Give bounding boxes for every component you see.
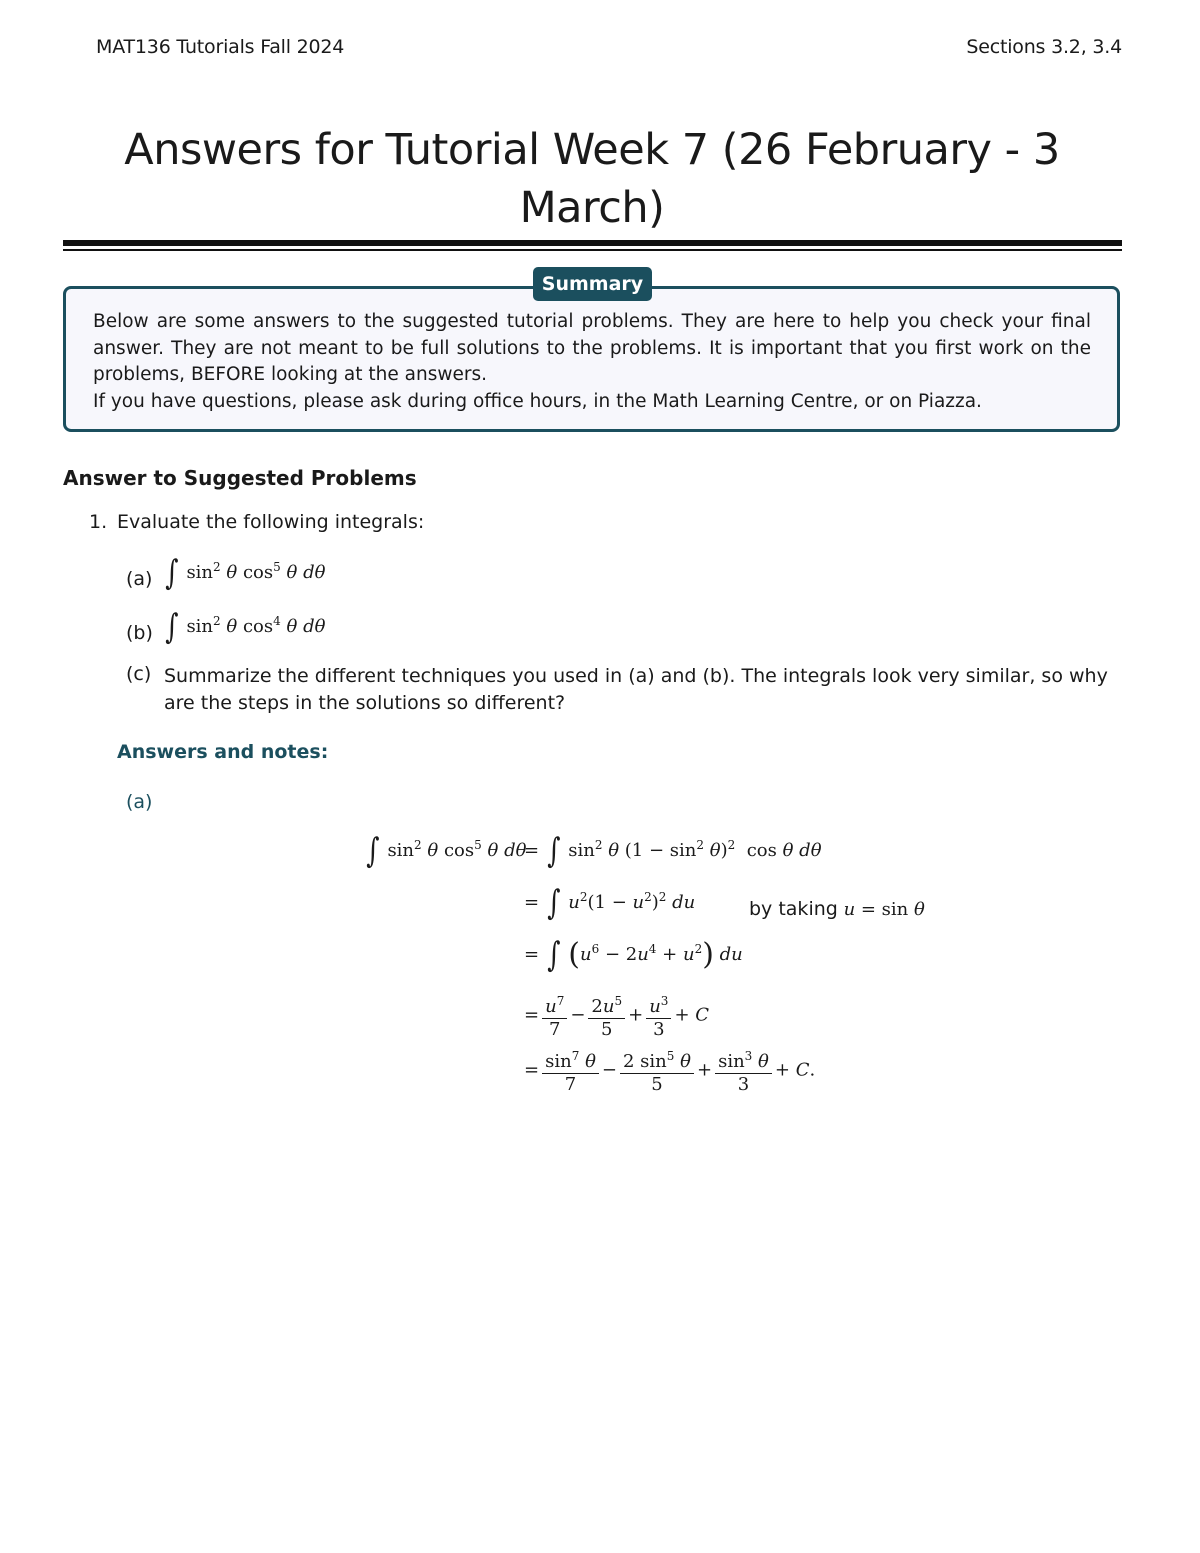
summary-text	[93, 309, 1091, 415]
equation-line-1-rhs: = ∫ $\sin^2 \theta$ $(1 - \sin^2 \theta)^2$ cos θ dθ	[524, 831, 822, 871]
part-b-integral: ∫ $\sin^2 \theta$ $\cos^4 \theta$ dθ	[165, 607, 326, 647]
part-a-integral: ∫ $\sin^2 \theta$ $\cos^5 \theta$ dθ	[165, 553, 326, 593]
problem-prompt: Evaluate the following integrals:	[117, 511, 425, 533]
summary-paragraph-1: Below are some answers to the suggested tutorial problems. They are here to help you check your final answer. They are not meant to be full solutions to the problems. It is important that you first work on the problems, BEFORE looking at the answers.	[93, 311, 1091, 385]
equation-line-5: = $\frac{\sin^7 \theta}{7}$ − $\frac{2 \sin^5 \theta}{5}$ + $\frac{\sin^3 \theta}{3}$ + C.	[524, 1045, 815, 1096]
header-sections: Sections 3.2, 3.4	[966, 36, 1122, 58]
equation-line-3: = ∫ $(u^6 - 2u^4 + u^2)$ du	[524, 935, 743, 975]
equation-line-2: = ∫ $u^2(1 - u^2)^2$ du	[524, 883, 696, 923]
summary-box	[63, 286, 1120, 432]
equation-line-4: = $\frac{u^7}{7}$ − $\frac{2u^5}{5}$ + $\frac{u^3}{3}$ + C	[524, 990, 709, 1041]
summary-tag: Summary	[533, 267, 652, 301]
substitution-note: by taking u = sin θ	[749, 898, 925, 920]
title-rule-thin	[63, 249, 1122, 251]
substitution-note-text: by taking	[749, 898, 838, 920]
part-a-label: (a)	[126, 568, 153, 590]
answers-heading: Answers and notes:	[117, 741, 329, 763]
part-b-label: (b)	[126, 622, 153, 644]
summary-paragraph-2: If you have questions, please ask during office hours, in the Math Learning Centre, or on Piazza.	[93, 390, 982, 412]
section-heading: Answer to Suggested Problems	[63, 466, 417, 490]
header-course: MAT136 Tutorials Fall 2024	[96, 36, 345, 58]
problem-number: 1.	[89, 511, 108, 533]
title-rule-thick	[63, 240, 1122, 246]
equation-line-1-lhs: ∫ $\sin^2 \theta$ $\cos^5 \theta$ dθ	[366, 831, 527, 871]
page-title: Answers for Tutorial Week 7 (26 February - 3 March)	[124, 124, 1060, 233]
answer-a-label: (a)	[126, 791, 153, 813]
part-c-label: (c)	[126, 663, 152, 685]
part-c-text: Summarize the different techniques you used in (a) and (b). The integrals look very similar, so why are the steps in the solutions so different?	[164, 665, 1108, 714]
